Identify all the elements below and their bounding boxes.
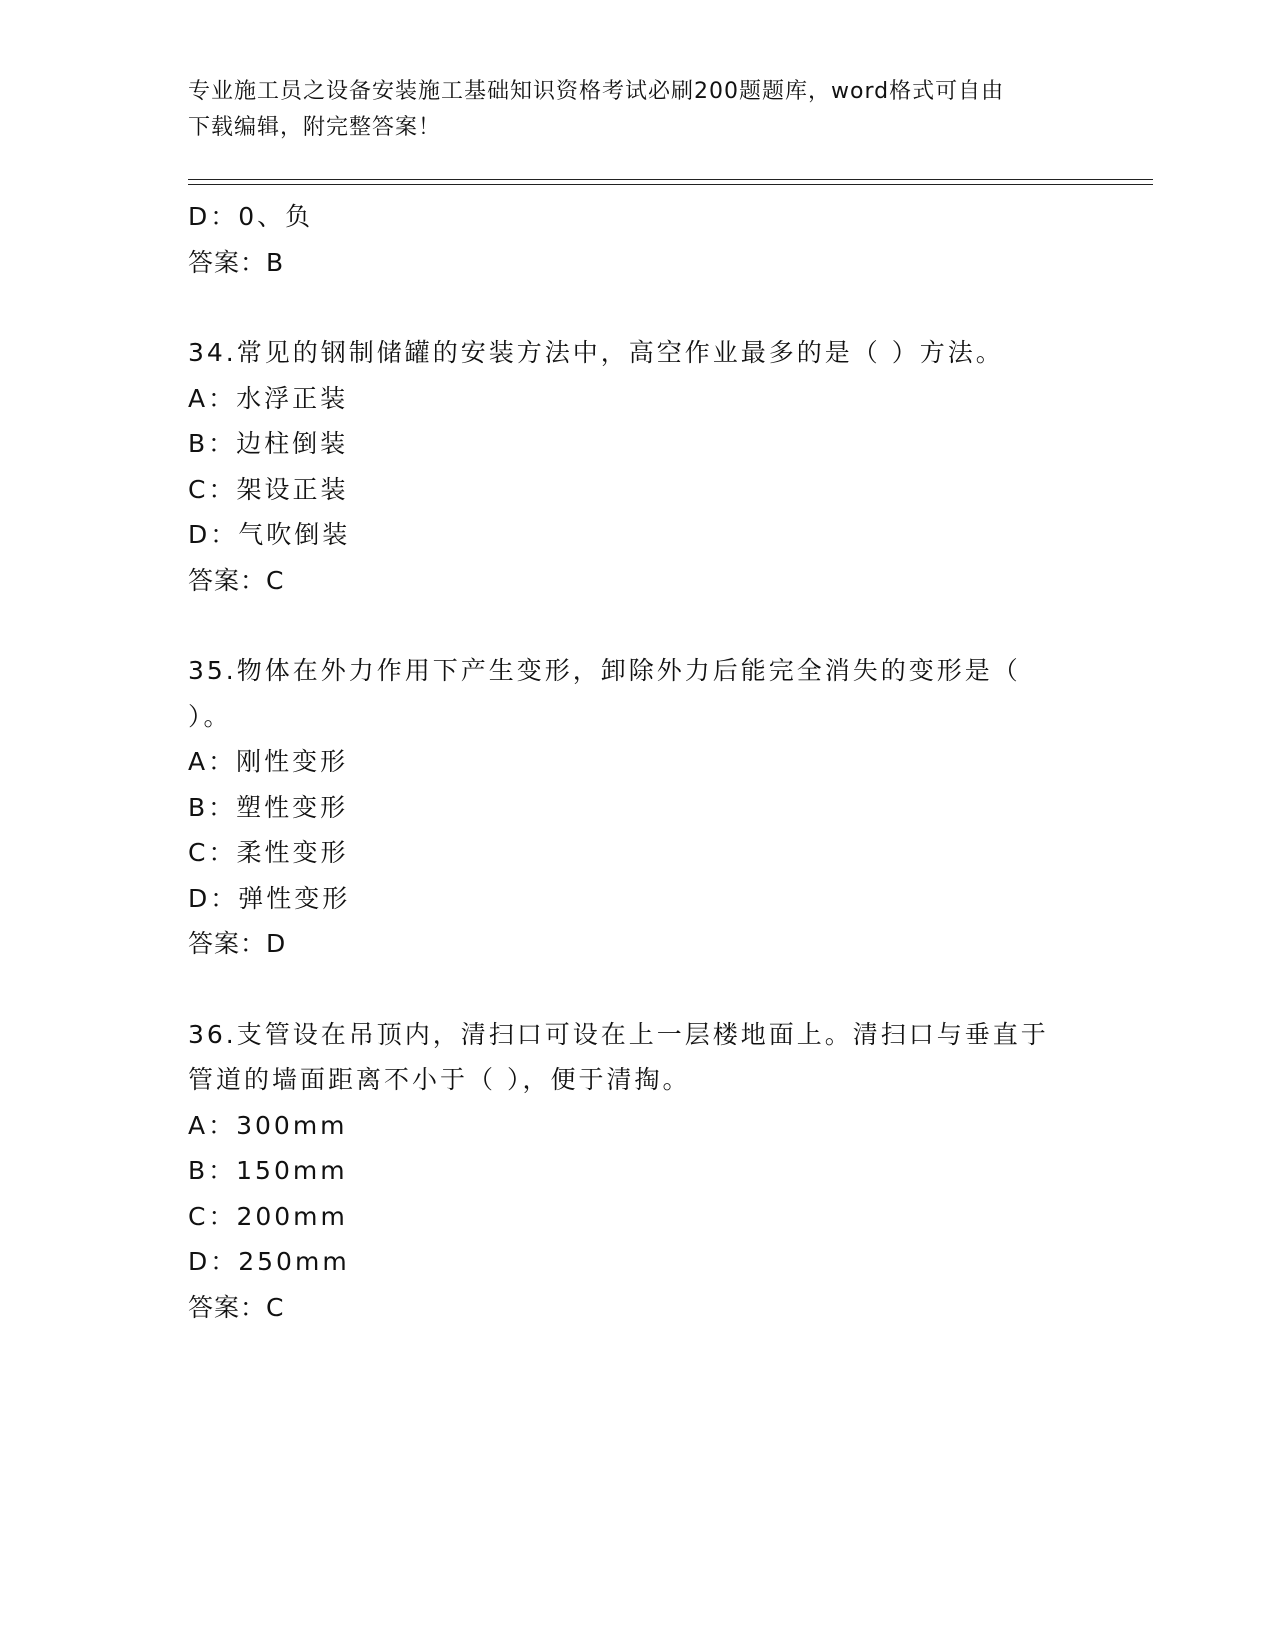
header-divider-top bbox=[188, 179, 1153, 180]
prev-option-d: D：0、负 bbox=[188, 202, 314, 231]
question-content bbox=[188, 194, 1088, 1330]
option-b: B：塑性变形 bbox=[188, 792, 349, 822]
question-stem-continued: ）。 bbox=[188, 701, 232, 731]
option-b: B：150mm bbox=[188, 1156, 348, 1185]
option-a: A：300mm bbox=[188, 1110, 348, 1140]
option-d: D：气吹倒装 bbox=[188, 520, 351, 549]
option-d: D：弹性变形 bbox=[188, 883, 351, 913]
option-c: C：200mm bbox=[188, 1201, 348, 1231]
answer: 答案：C bbox=[188, 565, 285, 595]
question-stem: 36.支管设在吊顶内，清扫口可设在上一层楼地面上。清扫口与垂直于 bbox=[188, 1019, 1049, 1049]
option-c: C：柔性变形 bbox=[188, 838, 349, 867]
question-36 bbox=[188, 1012, 1088, 1331]
document-header bbox=[188, 74, 1088, 146]
header-line-1: 专业施工员之设备安装施工基础知识资格考试必刷200题题库，word格式可自由 bbox=[188, 79, 1005, 104]
header-line-2: 下载编辑，附完整答案！ bbox=[188, 115, 442, 140]
answer: 答案：D bbox=[188, 929, 287, 958]
prev-answer: 答案：B bbox=[188, 247, 285, 277]
answer: 答案：C bbox=[188, 1292, 285, 1322]
question-34 bbox=[188, 330, 1088, 603]
option-a: A：刚性变形 bbox=[188, 747, 349, 776]
question-stem: 34.常见的钢制储罐的安装方法中，高空作业最多的是（ ）方法。 bbox=[188, 338, 1004, 367]
option-d: D：250mm bbox=[188, 1247, 350, 1276]
option-b: B：边柱倒装 bbox=[188, 429, 349, 458]
option-c: C：架设正装 bbox=[188, 474, 349, 504]
question-stem: 35.物体在外力作用下产生变形，卸除外力后能完全消失的变形是（ bbox=[188, 656, 1021, 685]
question-stem-continued: 管道的墙面距离不小于（ ），便于清掏。 bbox=[188, 1065, 691, 1094]
option-a: A：水浮正装 bbox=[188, 383, 349, 413]
question-35 bbox=[188, 648, 1088, 967]
header-divider-bottom bbox=[188, 184, 1153, 185]
